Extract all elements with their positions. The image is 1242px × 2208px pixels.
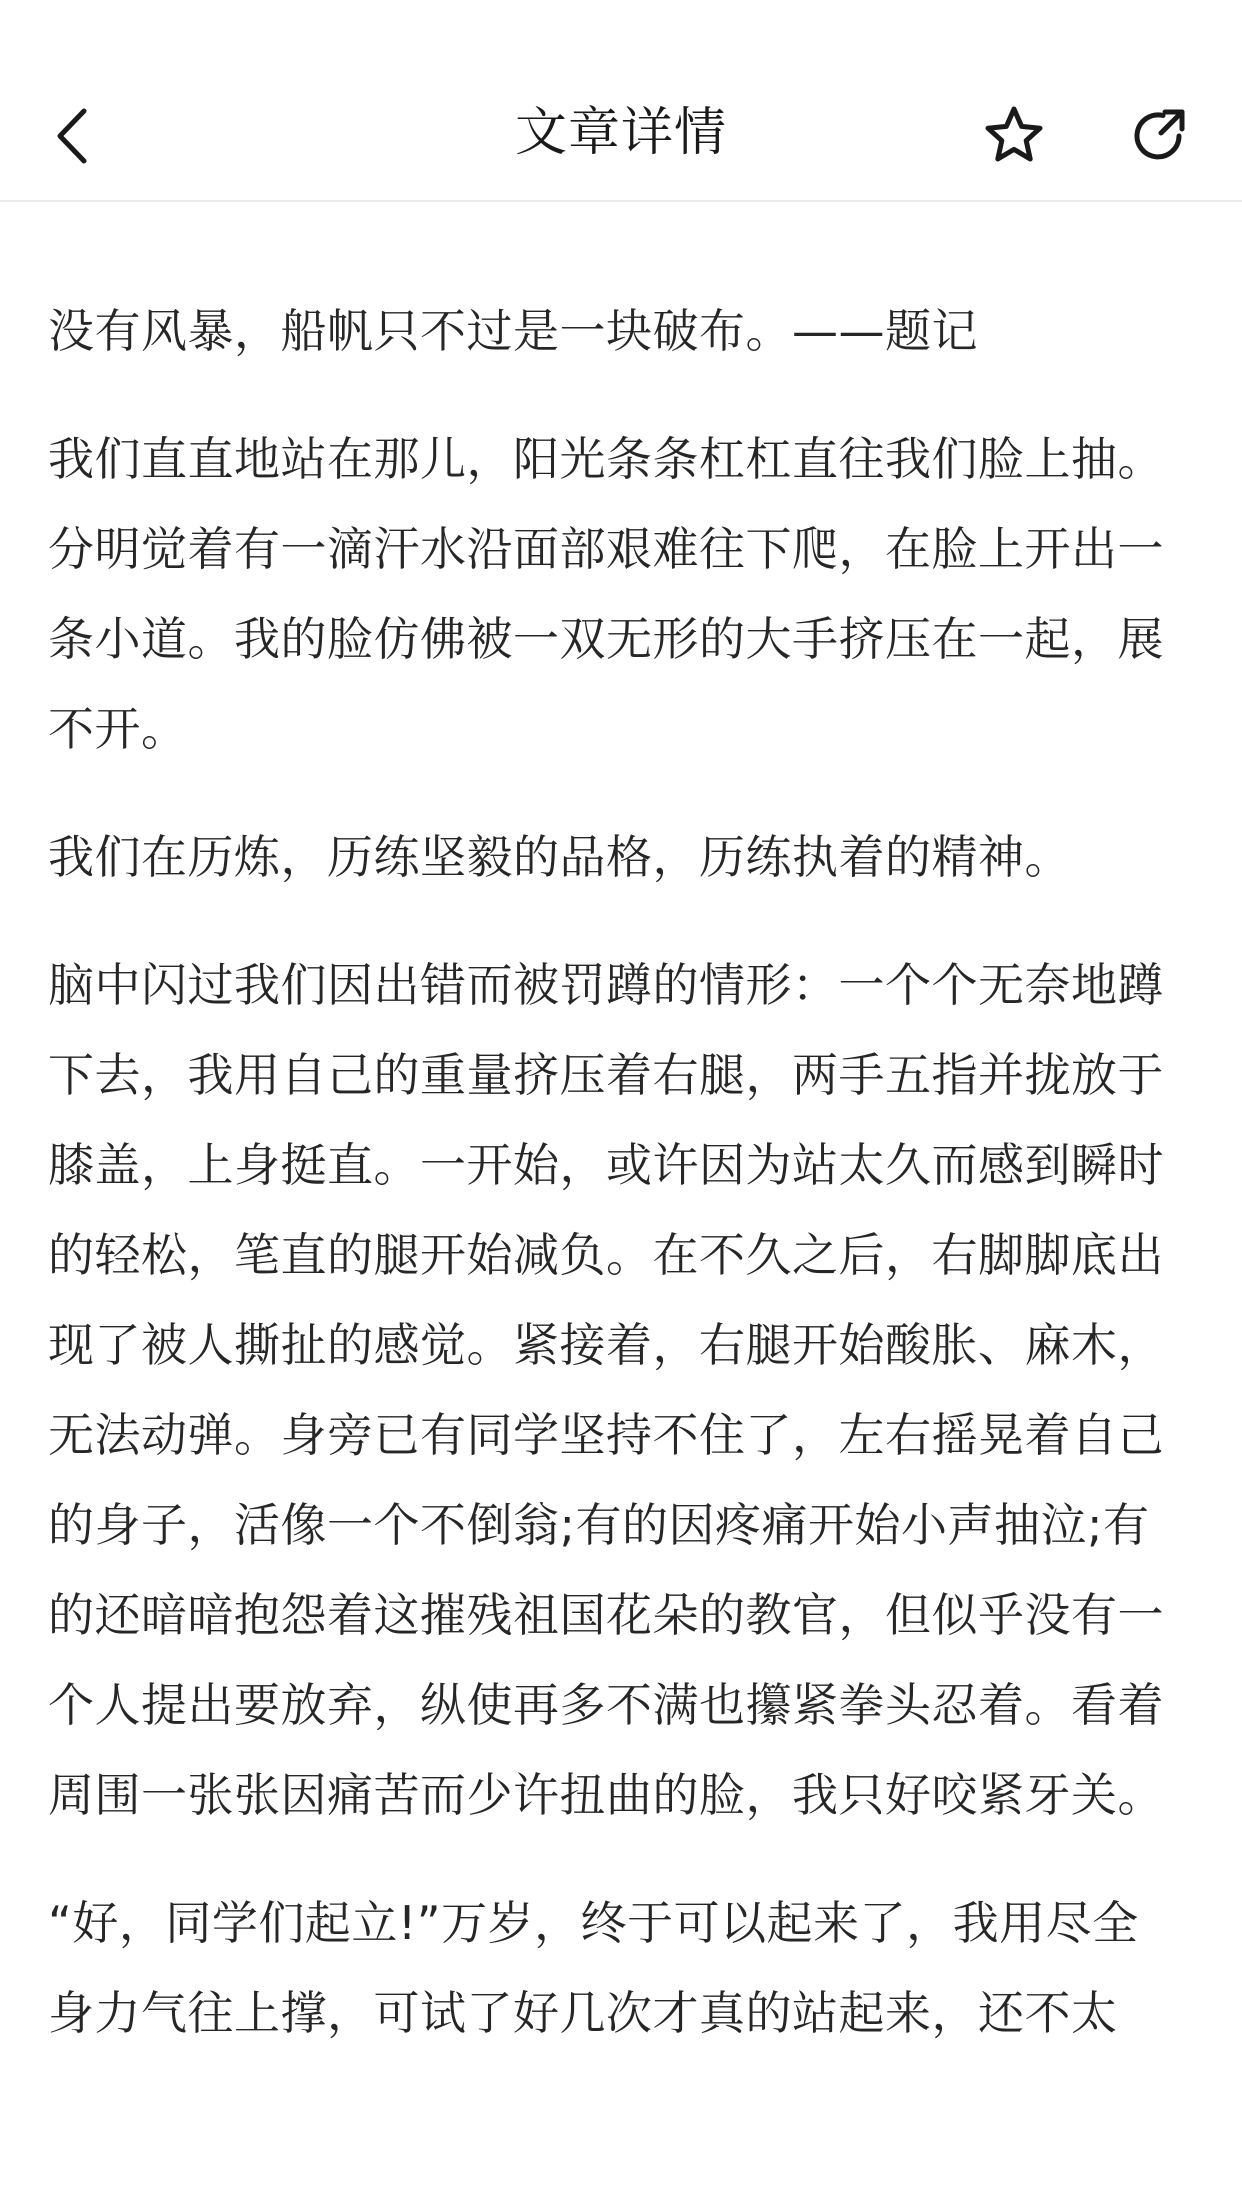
- article-paragraph: “好，同学们起立!”万岁，终于可以起来了，我用尽全身力气往上撑，可试了好几次才真的站起来，还不太: [48, 1896, 1139, 2040]
- article-paragraph: 脑中闪过我们因出错而被罚蹲的情形：一个个无奈地蹲下去，我用自己的重量挤压着右腿，两手五指并拢放于膝盖，上身挺直。一开始，或许因为站太久而感到瞬时的轻松，笔直的腿开始减负。在不久之后，右脚脚底出现了被人撕扯的感觉。紧接着，右腿开始酸胀、麻木，无法动弹。身旁已有同学坚持不住了，左右摇晃着自己的身子，活像一个不倒翁;有的因疼痛开始小声抽泣;有的还暗暗抱怨着这摧残祖国花朵的教官，但似乎没有一个人提出要放弃，纵使再多不满也攥紧拳头忍着。看着周围一张张因痛苦而少许扭曲的脸，我只好咬紧牙关。: [48, 958, 1164, 1822]
- page-title: 文章详情: [514, 103, 727, 163]
- article-paragraph: 我们直直地站在那儿，阳光条条杠杠直往我们脸上抽。分明觉着有一滴汗水沿面部艰难往下爬，在脸上开出一条小道。我的脸仿佛被一双无形的大手挤压在一起，展不开。: [48, 432, 1164, 756]
- share-arrow-icon: [1127, 105, 1189, 167]
- article-paragraph: 没有风暴，船帆只不过是一块破布。——题记: [48, 304, 978, 358]
- favorite-button[interactable]: [970, 92, 1058, 180]
- top-navigation-bar: [0, 0, 1242, 202]
- star-outline-icon: [982, 104, 1046, 168]
- share-button[interactable]: [1114, 92, 1202, 180]
- article-body: [48, 286, 1178, 2096]
- article-paragraph: 我们在历炼，历练坚毅的品格，历练执着的精神。: [48, 830, 1071, 884]
